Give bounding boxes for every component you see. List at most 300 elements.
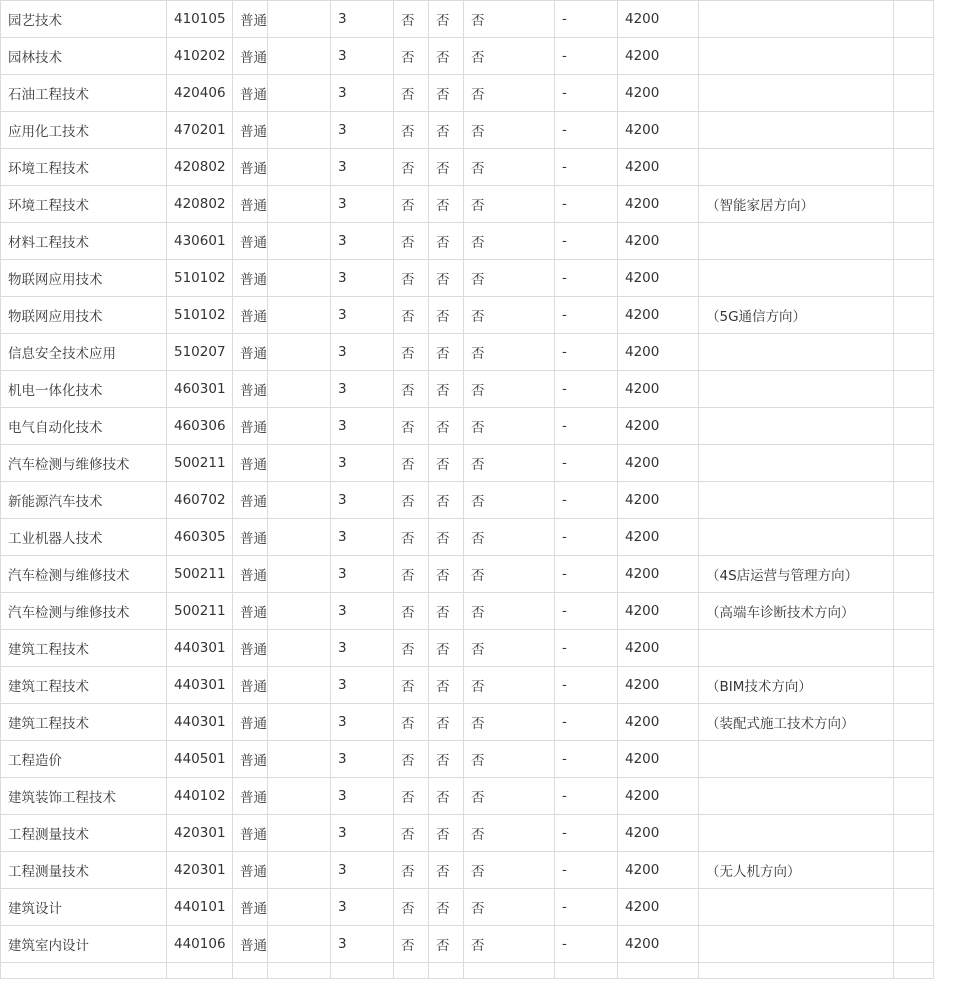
dash-cell: -: [555, 371, 618, 408]
blank-cell: [268, 889, 331, 926]
program-type-cell: 普通: [233, 297, 268, 334]
partial-cell: [894, 963, 934, 979]
dash-cell: -: [555, 593, 618, 630]
major-name-cell: 物联网应用技术: [1, 297, 167, 334]
partial-cell: [167, 963, 233, 979]
flag-cell-1: 否: [394, 852, 429, 889]
program-type-cell: 普通: [233, 408, 268, 445]
major-name-cell: 环境工程技术: [1, 149, 167, 186]
program-type-cell: 普通: [233, 667, 268, 704]
major-code-cell: 460305: [167, 519, 233, 556]
duration-cell: 3: [331, 75, 394, 112]
major-code-cell: 420802: [167, 149, 233, 186]
major-name-cell: 石油工程技术: [1, 75, 167, 112]
direction-note-cell: [699, 519, 894, 556]
duration-cell: 3: [331, 1, 394, 38]
flag-cell-2: 否: [429, 482, 464, 519]
dash-cell: -: [555, 741, 618, 778]
major-code-cell: 500211: [167, 593, 233, 630]
partial-cell: [331, 963, 394, 979]
flag-cell-1: 否: [394, 741, 429, 778]
major-code-cell: 460306: [167, 408, 233, 445]
duration-cell: 3: [331, 149, 394, 186]
major-name-cell: 汽车检测与维修技术: [1, 445, 167, 482]
flag-cell-3: 否: [464, 889, 555, 926]
dash-cell: -: [555, 186, 618, 223]
duration-cell: 3: [331, 260, 394, 297]
table-row: [1, 741, 934, 778]
flag-cell-3: 否: [464, 926, 555, 963]
duration-cell: 3: [331, 926, 394, 963]
blank-cell-end: [894, 260, 934, 297]
blank-cell: [268, 815, 331, 852]
dash-cell: -: [555, 889, 618, 926]
tuition-cell: 4200: [618, 926, 699, 963]
flag-cell-2: 否: [429, 408, 464, 445]
blank-cell-end: [894, 704, 934, 741]
blank-cell: [268, 75, 331, 112]
table-row: [1, 926, 934, 963]
major-code-cell: 440301: [167, 667, 233, 704]
dash-cell: -: [555, 852, 618, 889]
major-code-cell: 410105: [167, 1, 233, 38]
table-row: [1, 593, 934, 630]
partial-cell: [699, 963, 894, 979]
partial-cell: [618, 963, 699, 979]
blank-cell-end: [894, 889, 934, 926]
flag-cell-3: 否: [464, 593, 555, 630]
major-name-cell: 园艺技术: [1, 1, 167, 38]
tuition-cell: 4200: [618, 519, 699, 556]
tuition-cell: 4200: [618, 223, 699, 260]
major-name-cell: 建筑工程技术: [1, 704, 167, 741]
flag-cell-2: 否: [429, 75, 464, 112]
program-type-cell: 普通: [233, 75, 268, 112]
tuition-cell: 4200: [618, 593, 699, 630]
flag-cell-3: 否: [464, 1, 555, 38]
tuition-cell: 4200: [618, 445, 699, 482]
partial-cell: [429, 963, 464, 979]
tuition-cell: 4200: [618, 889, 699, 926]
blank-cell: [268, 186, 331, 223]
flag-cell-2: 否: [429, 741, 464, 778]
flag-cell-3: 否: [464, 445, 555, 482]
flag-cell-1: 否: [394, 1, 429, 38]
partial-cell: [464, 963, 555, 979]
dash-cell: -: [555, 519, 618, 556]
partial-cell: [233, 963, 268, 979]
flag-cell-2: 否: [429, 519, 464, 556]
table-row: [1, 482, 934, 519]
flag-cell-1: 否: [394, 186, 429, 223]
duration-cell: 3: [331, 593, 394, 630]
direction-note-cell: [699, 926, 894, 963]
flag-cell-3: 否: [464, 223, 555, 260]
blank-cell-end: [894, 334, 934, 371]
flag-cell-2: 否: [429, 260, 464, 297]
major-code-cell: 440301: [167, 630, 233, 667]
flag-cell-3: 否: [464, 297, 555, 334]
blank-cell-end: [894, 667, 934, 704]
table-row: [1, 334, 934, 371]
blank-cell: [268, 371, 331, 408]
partial-cell: [268, 963, 331, 979]
flag-cell-2: 否: [429, 852, 464, 889]
dash-cell: -: [555, 778, 618, 815]
direction-note-cell: [699, 815, 894, 852]
blank-cell: [268, 223, 331, 260]
flag-cell-2: 否: [429, 112, 464, 149]
flag-cell-1: 否: [394, 593, 429, 630]
flag-cell-3: 否: [464, 334, 555, 371]
tuition-cell: 4200: [618, 667, 699, 704]
program-type-cell: 普通: [233, 741, 268, 778]
partial-cell: [555, 963, 618, 979]
blank-cell-end: [894, 482, 934, 519]
duration-cell: 3: [331, 519, 394, 556]
direction-note-cell: [699, 260, 894, 297]
flag-cell-2: 否: [429, 889, 464, 926]
flag-cell-2: 否: [429, 1, 464, 38]
flag-cell-2: 否: [429, 371, 464, 408]
flag-cell-3: 否: [464, 75, 555, 112]
table-row: [1, 852, 934, 889]
direction-note-cell: （BIM技术方向）: [699, 667, 894, 704]
major-name-cell: 电气自动化技术: [1, 408, 167, 445]
dash-cell: -: [555, 556, 618, 593]
blank-cell-end: [894, 445, 934, 482]
blank-cell: [268, 297, 331, 334]
flag-cell-1: 否: [394, 482, 429, 519]
blank-cell-end: [894, 112, 934, 149]
flag-cell-2: 否: [429, 667, 464, 704]
direction-note-cell: （无人机方向）: [699, 852, 894, 889]
duration-cell: 3: [331, 778, 394, 815]
tuition-cell: 4200: [618, 408, 699, 445]
major-code-cell: 420301: [167, 815, 233, 852]
direction-note-cell: [699, 482, 894, 519]
major-name-cell: 信息安全技术应用: [1, 334, 167, 371]
table-row: [1, 297, 934, 334]
major-name-cell: 建筑工程技术: [1, 630, 167, 667]
blank-cell-end: [894, 75, 934, 112]
blank-cell: [268, 556, 331, 593]
blank-cell-end: [894, 223, 934, 260]
program-type-cell: 普通: [233, 223, 268, 260]
program-type-cell: 普通: [233, 556, 268, 593]
tuition-cell: 4200: [618, 371, 699, 408]
tuition-cell: 4200: [618, 630, 699, 667]
duration-cell: 3: [331, 38, 394, 75]
table-row: [1, 371, 934, 408]
blank-cell-end: [894, 852, 934, 889]
dash-cell: -: [555, 297, 618, 334]
table-row: [1, 408, 934, 445]
flag-cell-1: 否: [394, 297, 429, 334]
dash-cell: -: [555, 334, 618, 371]
direction-note-cell: [699, 371, 894, 408]
program-type-cell: 普通: [233, 630, 268, 667]
duration-cell: 3: [331, 445, 394, 482]
blank-cell-end: [894, 297, 934, 334]
flag-cell-1: 否: [394, 889, 429, 926]
major-name-cell: 建筑室内设计: [1, 926, 167, 963]
major-code-cell: 440106: [167, 926, 233, 963]
flag-cell-1: 否: [394, 519, 429, 556]
flag-cell-3: 否: [464, 704, 555, 741]
blank-cell: [268, 149, 331, 186]
flag-cell-2: 否: [429, 445, 464, 482]
major-name-cell: 机电一体化技术: [1, 371, 167, 408]
flag-cell-3: 否: [464, 741, 555, 778]
tuition-cell: 4200: [618, 112, 699, 149]
flag-cell-1: 否: [394, 445, 429, 482]
table-row: [1, 260, 934, 297]
major-code-cell: 420406: [167, 75, 233, 112]
partial-cell: [1, 963, 167, 979]
major-code-cell: 420802: [167, 186, 233, 223]
program-type-cell: 普通: [233, 519, 268, 556]
program-type-cell: 普通: [233, 371, 268, 408]
program-type-cell: 普通: [233, 38, 268, 75]
major-name-cell: 建筑装饰工程技术: [1, 778, 167, 815]
table-row: [1, 1, 934, 38]
major-code-cell: 440102: [167, 778, 233, 815]
flag-cell-1: 否: [394, 778, 429, 815]
program-type-cell: 普通: [233, 149, 268, 186]
flag-cell-2: 否: [429, 926, 464, 963]
major-name-cell: 环境工程技术: [1, 186, 167, 223]
major-code-cell: 500211: [167, 556, 233, 593]
dash-cell: -: [555, 667, 618, 704]
dash-cell: -: [555, 260, 618, 297]
dash-cell: -: [555, 38, 618, 75]
flag-cell-2: 否: [429, 778, 464, 815]
table-row: [1, 186, 934, 223]
major-code-cell: 470201: [167, 112, 233, 149]
program-type-cell: 普通: [233, 334, 268, 371]
major-name-cell: 工业机器人技术: [1, 519, 167, 556]
direction-note-cell: [699, 1, 894, 38]
dash-cell: -: [555, 223, 618, 260]
flag-cell-3: 否: [464, 778, 555, 815]
flag-cell-2: 否: [429, 334, 464, 371]
blank-cell-end: [894, 741, 934, 778]
duration-cell: 3: [331, 482, 394, 519]
tuition-cell: 4200: [618, 38, 699, 75]
major-name-cell: 物联网应用技术: [1, 260, 167, 297]
flag-cell-1: 否: [394, 926, 429, 963]
duration-cell: 3: [331, 741, 394, 778]
blank-cell-end: [894, 408, 934, 445]
blank-cell: [268, 519, 331, 556]
table-row: [1, 556, 934, 593]
blank-cell-end: [894, 149, 934, 186]
duration-cell: 3: [331, 408, 394, 445]
major-code-cell: 440301: [167, 704, 233, 741]
program-type-cell: 普通: [233, 778, 268, 815]
table-row: [1, 704, 934, 741]
blank-cell: [268, 704, 331, 741]
duration-cell: 3: [331, 815, 394, 852]
flag-cell-2: 否: [429, 630, 464, 667]
blank-cell-end: [894, 38, 934, 75]
blank-cell-end: [894, 1, 934, 38]
duration-cell: 3: [331, 556, 394, 593]
dash-cell: -: [555, 75, 618, 112]
table-row: [1, 149, 934, 186]
flag-cell-1: 否: [394, 260, 429, 297]
direction-note-cell: （智能家居方向）: [699, 186, 894, 223]
major-name-cell: 材料工程技术: [1, 223, 167, 260]
major-name-cell: 建筑设计: [1, 889, 167, 926]
program-type-cell: 普通: [233, 445, 268, 482]
dash-cell: -: [555, 815, 618, 852]
flag-cell-1: 否: [394, 112, 429, 149]
tuition-cell: 4200: [618, 741, 699, 778]
flag-cell-3: 否: [464, 482, 555, 519]
tuition-cell: 4200: [618, 297, 699, 334]
duration-cell: 3: [331, 630, 394, 667]
blank-cell-end: [894, 519, 934, 556]
flag-cell-1: 否: [394, 371, 429, 408]
direction-note-cell: [699, 889, 894, 926]
duration-cell: 3: [331, 371, 394, 408]
program-type-cell: 普通: [233, 889, 268, 926]
blank-cell-end: [894, 815, 934, 852]
tuition-cell: 4200: [618, 186, 699, 223]
blank-cell: [268, 593, 331, 630]
duration-cell: 3: [331, 334, 394, 371]
flag-cell-3: 否: [464, 186, 555, 223]
dash-cell: -: [555, 926, 618, 963]
flag-cell-1: 否: [394, 38, 429, 75]
blank-cell-end: [894, 186, 934, 223]
major-code-cell: 410202: [167, 38, 233, 75]
blank-cell: [268, 260, 331, 297]
duration-cell: 3: [331, 667, 394, 704]
blank-cell: [268, 112, 331, 149]
flag-cell-2: 否: [429, 149, 464, 186]
duration-cell: 3: [331, 112, 394, 149]
flag-cell-2: 否: [429, 297, 464, 334]
flag-cell-1: 否: [394, 223, 429, 260]
program-type-cell: 普通: [233, 260, 268, 297]
direction-note-cell: （4S店运营与管理方向）: [699, 556, 894, 593]
dash-cell: -: [555, 704, 618, 741]
dash-cell: -: [555, 149, 618, 186]
direction-note-cell: （5G通信方向）: [699, 297, 894, 334]
flag-cell-2: 否: [429, 223, 464, 260]
major-name-cell: 园林技术: [1, 38, 167, 75]
program-type-cell: 普通: [233, 1, 268, 38]
tuition-cell: 4200: [618, 149, 699, 186]
direction-note-cell: [699, 149, 894, 186]
direction-note-cell: [699, 38, 894, 75]
flag-cell-3: 否: [464, 408, 555, 445]
direction-note-cell: [699, 75, 894, 112]
tuition-cell: 4200: [618, 482, 699, 519]
tuition-cell: 4200: [618, 1, 699, 38]
tuition-cell: 4200: [618, 260, 699, 297]
flag-cell-1: 否: [394, 815, 429, 852]
flag-cell-1: 否: [394, 408, 429, 445]
direction-note-cell: [699, 408, 894, 445]
direction-note-cell: （高端车诊断技术方向）: [699, 593, 894, 630]
program-type-cell: 普通: [233, 593, 268, 630]
blank-cell-end: [894, 778, 934, 815]
tuition-cell: 4200: [618, 778, 699, 815]
flag-cell-3: 否: [464, 667, 555, 704]
blank-cell: [268, 38, 331, 75]
table-row: [1, 889, 934, 926]
dash-cell: -: [555, 482, 618, 519]
flag-cell-3: 否: [464, 371, 555, 408]
flag-cell-3: 否: [464, 815, 555, 852]
duration-cell: 3: [331, 186, 394, 223]
flag-cell-1: 否: [394, 149, 429, 186]
dash-cell: -: [555, 112, 618, 149]
tuition-cell: 4200: [618, 815, 699, 852]
table-row: [1, 630, 934, 667]
blank-cell: [268, 630, 331, 667]
table-row: [1, 75, 934, 112]
flag-cell-1: 否: [394, 630, 429, 667]
major-name-cell: 应用化工技术: [1, 112, 167, 149]
duration-cell: 3: [331, 889, 394, 926]
duration-cell: 3: [331, 704, 394, 741]
major-name-cell: 工程造价: [1, 741, 167, 778]
major-code-cell: 440101: [167, 889, 233, 926]
major-code-cell: 510102: [167, 260, 233, 297]
partial-cell: [394, 963, 429, 979]
direction-note-cell: [699, 334, 894, 371]
flag-cell-1: 否: [394, 667, 429, 704]
major-name-cell: 工程测量技术: [1, 815, 167, 852]
flag-cell-1: 否: [394, 75, 429, 112]
major-code-cell: 430601: [167, 223, 233, 260]
blank-cell: [268, 334, 331, 371]
flag-cell-3: 否: [464, 519, 555, 556]
tuition-cell: 4200: [618, 704, 699, 741]
major-code-cell: 420301: [167, 852, 233, 889]
program-type-cell: 普通: [233, 482, 268, 519]
flag-cell-3: 否: [464, 38, 555, 75]
major-name-cell: 工程测量技术: [1, 852, 167, 889]
duration-cell: 3: [331, 223, 394, 260]
flag-cell-1: 否: [394, 556, 429, 593]
major-code-cell: 460702: [167, 482, 233, 519]
blank-cell-end: [894, 593, 934, 630]
blank-cell: [268, 667, 331, 704]
flag-cell-1: 否: [394, 334, 429, 371]
blank-cell-end: [894, 556, 934, 593]
blank-cell: [268, 408, 331, 445]
program-type-cell: 普通: [233, 815, 268, 852]
direction-note-cell: [699, 630, 894, 667]
table-row: [1, 519, 934, 556]
major-name-cell: 汽车检测与维修技术: [1, 556, 167, 593]
flag-cell-3: 否: [464, 112, 555, 149]
major-code-cell: 510207: [167, 334, 233, 371]
tuition-cell: 4200: [618, 852, 699, 889]
flag-cell-3: 否: [464, 852, 555, 889]
program-type-cell: 普通: [233, 926, 268, 963]
flag-cell-2: 否: [429, 593, 464, 630]
dash-cell: -: [555, 408, 618, 445]
flag-cell-3: 否: [464, 260, 555, 297]
flag-cell-3: 否: [464, 149, 555, 186]
